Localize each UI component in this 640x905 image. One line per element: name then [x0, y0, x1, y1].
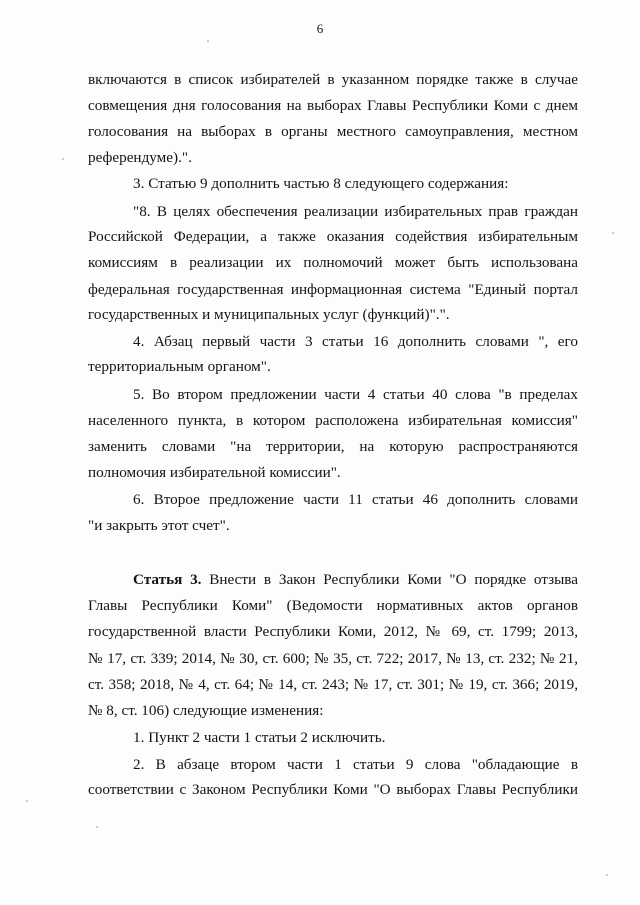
- article-3-item-1: 1. Пункт 2 части 1 статьи 2 исключить.: [133, 729, 386, 746]
- scan-speck: [62, 158, 64, 160]
- item-3-line-1: 3. Статью 9 дополнить частью 8 следующего содержания:: [133, 175, 509, 192]
- article-3-line-3: государственной власти Республики Коми, 2012, № 69, ст. 1799; 2013,: [88, 623, 578, 640]
- item-5-line-4: полномочия избирательной комиссии".: [88, 464, 341, 481]
- paragraph-1-line-4: референдуме).".: [88, 149, 192, 166]
- article-3-line-5: ст. 358; 2018, № 4, ст. 64; № 14, ст. 243; № 17, ст. 301; № 19, ст. 366; 2019,: [88, 676, 578, 693]
- item-5-line-1: 5. Во втором предложении части 4 статьи 40 слова "в пределах: [133, 386, 578, 403]
- scan-speck: [207, 40, 209, 42]
- quote-8-line-4: федеральная государственная информационная система "Единый портал: [88, 281, 578, 298]
- paragraph-1-line-3: голосования на выборах в органы местного самоуправления, местном: [88, 123, 578, 140]
- article-3-line-2: Главы Республики Коми" (Ведомости нормативных актов органов: [88, 597, 578, 614]
- article-3-item-2-line-2: соответствии с Законом Республики Коми "О выборах Главы Республики: [88, 781, 578, 798]
- item-6-line-1: 6. Второе предложение части 11 статьи 46 дополнить словами: [133, 491, 578, 508]
- quote-8-line-1: "8. В целях обеспечения реализации избирательных прав граждан: [133, 203, 578, 220]
- page-number: 6: [316, 21, 324, 36]
- quote-8-line-2: Российской Федерации, а также оказания содействия избирательным: [88, 228, 578, 245]
- article-3-item-2-line-1: 2. В абзаце втором части 1 статьи 9 слова "обладающие в: [133, 756, 578, 773]
- scan-speck: [96, 826, 98, 828]
- item-4-line-2: территориальным органом".: [88, 358, 271, 375]
- item-5-line-2: населенного пункта, в котором расположена избирательная комиссия": [88, 412, 578, 429]
- quote-8-line-5: государственных и муниципальных услуг (функций)".".: [88, 306, 450, 323]
- article-3-line-1-text: Внести в Закон Республики Коми "О порядке отзыва: [209, 571, 578, 588]
- scan-speck: [612, 232, 614, 234]
- item-6-line-2: "и закрыть этот счет".: [88, 517, 230, 534]
- scan-speck: [606, 874, 608, 876]
- article-3-line-4: № 17, ст. 339; 2014, № 30, ст. 600; № 35, ст. 722; 2017, № 13, ст. 232; № 21,: [88, 650, 578, 667]
- item-4-line-1: 4. Абзац первый части 3 статьи 16 дополнить словами ", его: [133, 333, 578, 350]
- scan-speck: [26, 800, 28, 802]
- quote-8-line-3: комиссиям в реализации их полномочий может быть использована: [88, 254, 578, 271]
- article-3-line-1: [133, 571, 578, 589]
- article-3-heading: Статья 3.: [133, 571, 202, 588]
- article-3-line-6: № 8, ст. 106) следующие изменения:: [88, 702, 324, 719]
- paragraph-1-line-2: совмещения дня голосования на выборах Главы Республики Коми с днем: [88, 97, 578, 114]
- item-5-line-3: заменить словами "на территории, на которую распространяются: [88, 438, 578, 455]
- paragraph-1-line-1: включаются в список избирателей в указанном порядке также в случае: [88, 71, 578, 88]
